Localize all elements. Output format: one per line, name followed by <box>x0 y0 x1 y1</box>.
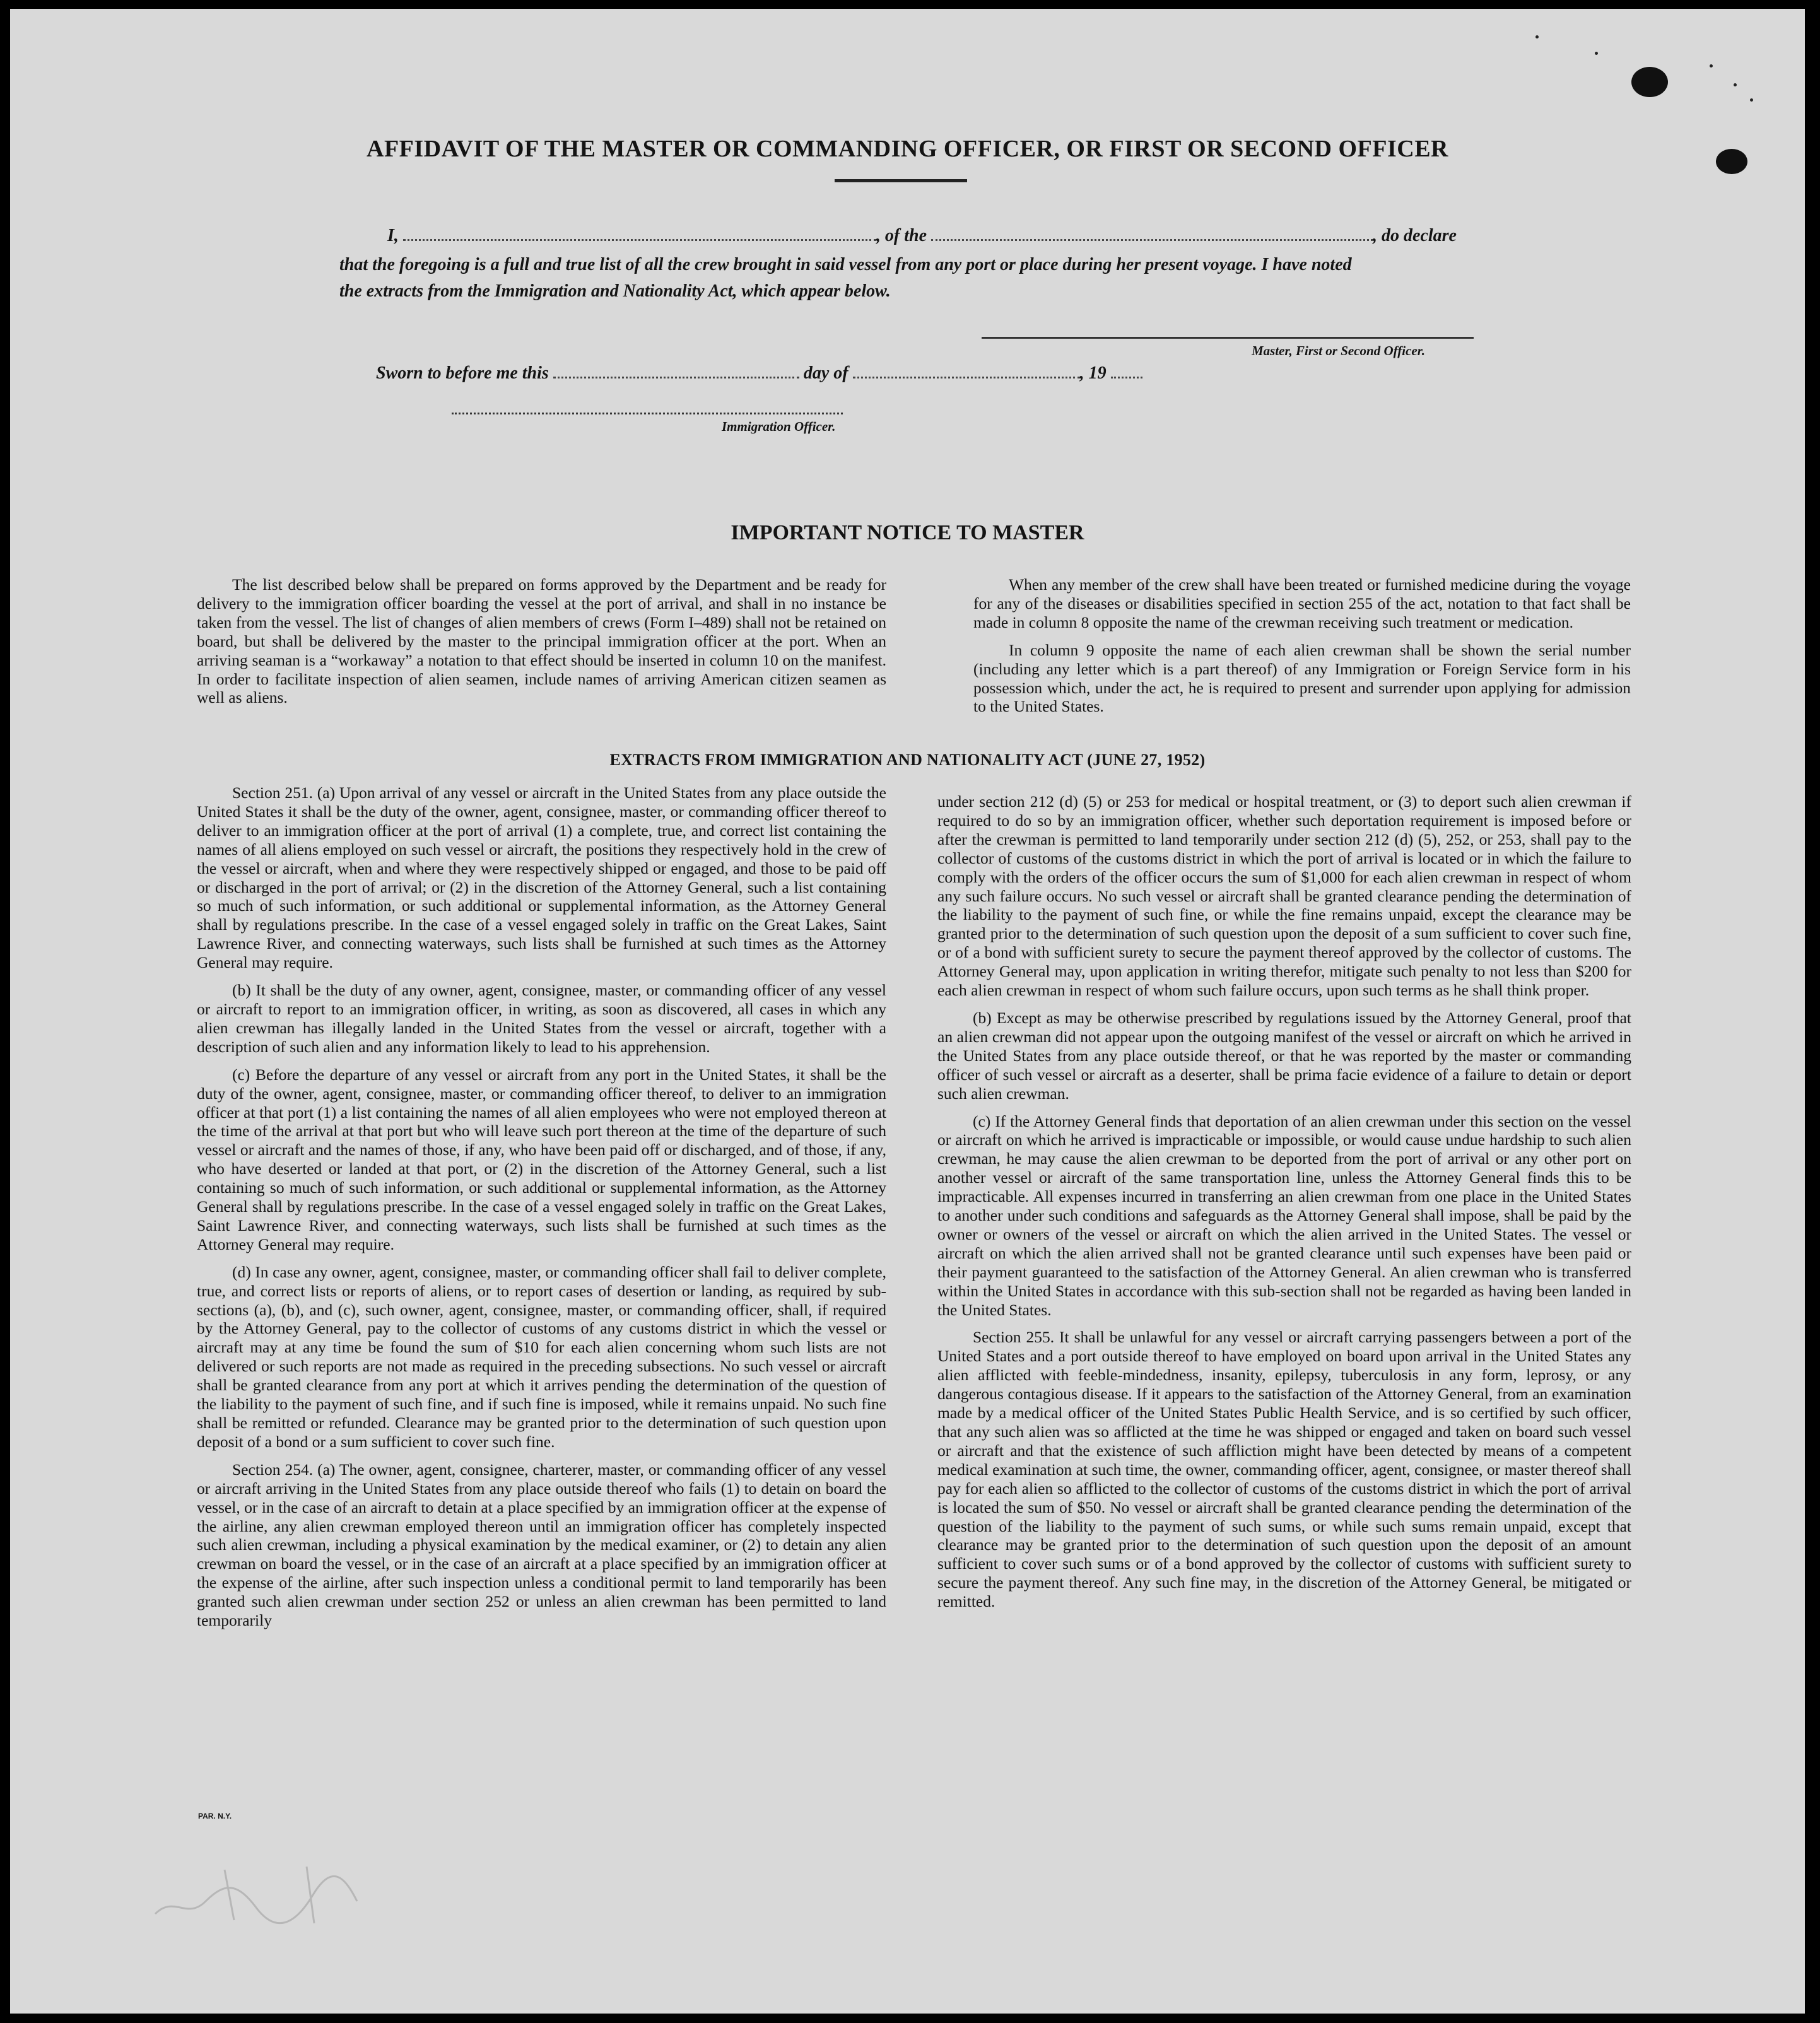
section-251-d: (d) In case any owner, agent, consignee, master, or commanding officer shall fail to deliver complete, true, and correct lists or reports of aliens, or to report cases of desertion or landing, as required by sub-sections (a), (b), and (c), such owner, agent, consignee, master, or commanding officer, shall, if required by the Attorney General, pay to the collector of customs of any customs district in which the vessel or aircraft may at any time be found the sum of $10 for each alien concerning whom such lists are not delivered or such reports are not made as required in the preceding subsections. No such vessel or aircraft shall be granted clearance from any port at which it arrives pending the determination of the question of the liability to the payment of such fine, and if such fine is imposed, while it remains unpaid. No such fine shall be remitted or refunded. Clearance may be granted prior to the determination of such question upon deposit of a bond or a sum sufficient to cover such fine. <box>197 1262 886 1451</box>
notice-left-paragraph: The list described below shall be prepared on forms approved by the Department and be ready for delivery to the immigration officer boarding the vessel at the port of arrival, and shall in no instance be taken from the vessel. The list of changes of alien members of crews (Form I–489) shall not be retained on board, but shall be delivered by the master to the principal immigration officer at the port. When an arriving seaman is a “workaway” a notation to that effect should be inserted in column 10 on the manifest. In order to facilitate inspection of alien seamen, include names of arriving American citizen seamen as well as aliens. <box>197 575 886 707</box>
section-251-a: Section 251. (a) Upon arrival of any vessel or aircraft in the United States from any place outside the United States it shall be the duty of the owner, agent, consignee, master, or commanding officer thereof to deliver to an immigration officer at the port of arrival (1) a complete, true, and correct list containing the names of all aliens employed on such vessel or aircraft, the positions they respectively hold in the crew of the vessel or aircraft, when and where they were respectively shipped or engaged, and those to be paid off or discharged in the port of arrival; or (2) in the discretion of the Attorney General, such a list containing so much of such information, or such additional or supplemental information, as the Attorney General shall by regulations prescribe. In the case of a vessel engaged solely in traffic on the Great Lakes, Saint Lawrence River, and connecting waterways, such lists shall be furnished at such times as the Attorney General may require. <box>197 783 886 972</box>
printer-mark: PAR. N.Y. <box>198 1812 232 1821</box>
declaration-text-2: that the foregoing is a full and true list of all the crew brought in said vessel from any port or place during her present voyage. I have noted <box>339 255 1352 274</box>
ink-speck <box>1734 83 1737 86</box>
notice-title: IMPORTANT NOTICE TO MASTER <box>731 521 1084 544</box>
sworn-year-blank[interactable] <box>1111 376 1142 378</box>
extracts-title: EXTRACTS FROM IMMIGRATION AND NATIONALITY ACT (JUNE 27, 1952) <box>609 751 1206 769</box>
section-251-c: (c) Before the departure of any vessel or aircraft from any port in the United States, it shall be the duty of the owner, agent, consignee, master, or commanding officer thereof, to deliver to an immigration officer at that port (1) a list containing the names of all alien employees who were not employed thereon at the time of the arrival at that port but who will leave such port thereon at the time of the departure of such vessel or aircraft and the names of those, if any, who have been paid off or discharged, and of those, if any, who have deserted or landed at that port, or (2) in the discretion of the Attorney General, such a list containing so much of such information, or such additional or supplemental information, as the Attorney General shall by regulations prescribe. In the case of a vessel engaged solely in traffic on the Great Lakes, Saint Lawrence River, and connecting waterways, such lists shall be furnished at such times as the Attorney General may require. <box>197 1065 886 1253</box>
extracts-left-column <box>197 783 886 1639</box>
officer-caption: Immigration Officer. <box>722 419 836 434</box>
section-251-b: (b) It shall be the duty of any owner, agent, consignee, master, or commanding officer of any vessel or aircraft to report to an immigration officer, in writing, as soon as discovered, all cases in which any alien crewman has illegally landed in the United States from the vessel or aircraft, together with a description of such alien and any information likely to lead to his apprehension. <box>197 981 886 1056</box>
master-caption: Master, First or Second Officer. <box>1252 343 1425 358</box>
notice-left-column <box>197 575 886 716</box>
notice-right-paragraph-2: In column 9 opposite the name of each alien crewman shall be shown the serial number (including any letter which is a part thereof) of any Immigration or Foreign Service form in his possession which, under the act, he is required to present and surrender upon applying for admission to the United States. <box>973 640 1631 716</box>
ink-speck <box>1535 35 1539 38</box>
ink-speck <box>1595 52 1598 55</box>
affidavit-title: AFFIDAVIT OF THE MASTER OR COMMANDING OFFICER, OR FIRST OR SECOND OFFICER <box>367 136 1448 162</box>
section-254-a-continued: under section 212 (d) (5) or 253 for medical or hospital treatment, or (3) to deport such alien crewman if required to do so by an immigration officer, whether such deportation requirement is imposed before or after the crewman is permitted to land temporarily under section 212 (d) (5), 252, or 253, shall pay to the collector of customs of the customs district in which the port of arrival is located or in which the failure to comply with the orders of the officer occurs the sum of $1,000 for each alien crewman in respect of whom any such failure occurs. No such vessel or aircraft shall be granted clearance pending the determination of the liability to the payment of such fine, or while the fine remains unpaid, except the clearance may be granted prior to the determination of such question upon the deposit of a sum sufficient to cover such fine, or of a bond with sufficient surety to secure the payment thereof approved by the collector of customs. The Attorney General may, upon application in writing therefor, mitigate such penalty to not less than $200 for each alien crewman in respect of whom such failure occurs, upon such terms as he shall think proper. <box>937 792 1631 1000</box>
declaration-line <box>387 226 1457 246</box>
declaration-of-the: , of the <box>876 226 927 245</box>
name-blank[interactable] <box>403 238 876 241</box>
sworn-prefix: Sworn to before me this <box>376 363 549 383</box>
declaration-text-3: the extracts from the Immigration and Nationality Act, which appear below. <box>339 281 891 301</box>
sworn-day-of: day of <box>803 363 848 383</box>
section-254-b: (b) Except as may be otherwise prescribed by regulations issued by the Attorney General, proof that an alien crewman did not appear upon the outgoing manifest of the vessel or aircraft on which he arrived in the United States from any place outside thereof, or that he was reported by the master or commanding officer of such vessel or aircraft as a deserter, shall be prima facie evidence of a failure to detain or deport such alien crewman. <box>937 1008 1631 1103</box>
ink-speck <box>1750 98 1753 102</box>
ink-blot <box>1631 67 1668 97</box>
declaration-i: I, <box>387 226 399 245</box>
ink-speck <box>1710 64 1713 67</box>
section-255: Section 255. It shall be unlawful for any vessel or aircraft carrying passengers between a port of the United States and a port outside thereof to have employed on board upon arrival in the United States any alien afflicted with feeble-mindedness, insanity, epilepsy, tuberculosis in any form, leprosy, or any dangerous contagious disease. If it appears to the satisfaction of the Attorney General, from an examination made by a medical officer of the United States Public Health Service, and is so certified by such officer, that any such alien was so afflicted at the time he was shipped or engaged and taken on board such vessel or aircraft and that the existence of such affliction might have been detected by means of a competent medical examination at such time, the owner, commanding officer, agent, consignee, or master thereof shall pay for each alien so afflicted to the collector of customs of the customs district in which the port of arrival is located the sum of $50. No vessel or aircraft shall be granted clearance pending the determination of the question of the liability to the payment of such sums, or while such sums remain unpaid, except that clearance may be granted prior to the determination of such question upon the deposit of an amount sufficient to cover such sums or of a bond approved by the collector of customs with sufficient surety to secure the payment thereof. Any such fine may, in the discretion of the Attorney General, be mitigated or remitted. <box>937 1328 1631 1611</box>
officer-signature-line[interactable] <box>452 413 843 414</box>
sworn-day-blank[interactable] <box>553 376 799 378</box>
notice-right-column <box>973 575 1631 725</box>
sworn-line <box>376 363 1142 384</box>
sworn-year: , 19 <box>1079 363 1107 383</box>
ink-blot <box>1716 149 1747 174</box>
section-254-a: Section 254. (a) The owner, agent, consignee, charterer, master, or commanding officer of any vessel or aircraft arriving in the United States from any place outside thereof who fails (1) to detain on board the vessel, or in the case of an aircraft to detain at a place specified by an immigration officer at the expense of the airline, any alien crewman employed thereon until an immigration officer has completely inspected such alien crewman, including a physical examination by the medical examiner, or (2) to detain any alien crewman on board the vessel, or in the case of an aircraft at a place specified by an immigration officer at the expense of the airline, after such inspection unless a conditional permit to land temporarily has been granted such alien crewman under section 252 or unless an alien crewman has been permitted to land temporarily <box>197 1460 886 1630</box>
document-page <box>10 9 1805 2014</box>
notice-right-paragraph-1: When any member of the crew shall have been treated or furnished medicine during the voyage for any of the diseases or disabilities specified in section 255 of the act, notation to that fact shall be made in column 8 opposite the name of the crewman receiving such treatment or medication. <box>973 575 1631 631</box>
section-254-c: (c) If the Attorney General finds that deportation of an alien crewman under this section on the vessel or aircraft on which he arrived is impracticable or impossible, or would cause undue hardship to such alien crewman, he may cause the alien crewman to be deported from the port of arrival or any other port on another vessel or aircraft of the same transportation line, unless the Attorney General finds this to be impracticable. All expenses incurred in transferring an alien crewman from one place in the United States to another under such conditions and safeguards as the Attorney General shall impose, shall be paid by the owner or owners of the vessel or aircraft on which the alien arrived in the United States. The vessel or aircraft on which the alien arrived shall not be granted clearance until such expenses have been paid or their payment guaranteed to the satisfaction of the Attorney General. An alien crewman who is transferred within the United States in accordance with this sub-section shall not be regarded as having been landed in the United States. <box>937 1111 1631 1319</box>
vessel-blank[interactable] <box>931 238 1373 241</box>
sworn-month-blank[interactable] <box>853 376 1080 378</box>
master-signature-line[interactable] <box>982 337 1474 339</box>
extracts-right-column <box>937 792 1631 1620</box>
title-rule <box>835 179 967 182</box>
declaration-declare: , do declare <box>1373 226 1457 245</box>
faint-handwriting <box>149 1857 363 1933</box>
